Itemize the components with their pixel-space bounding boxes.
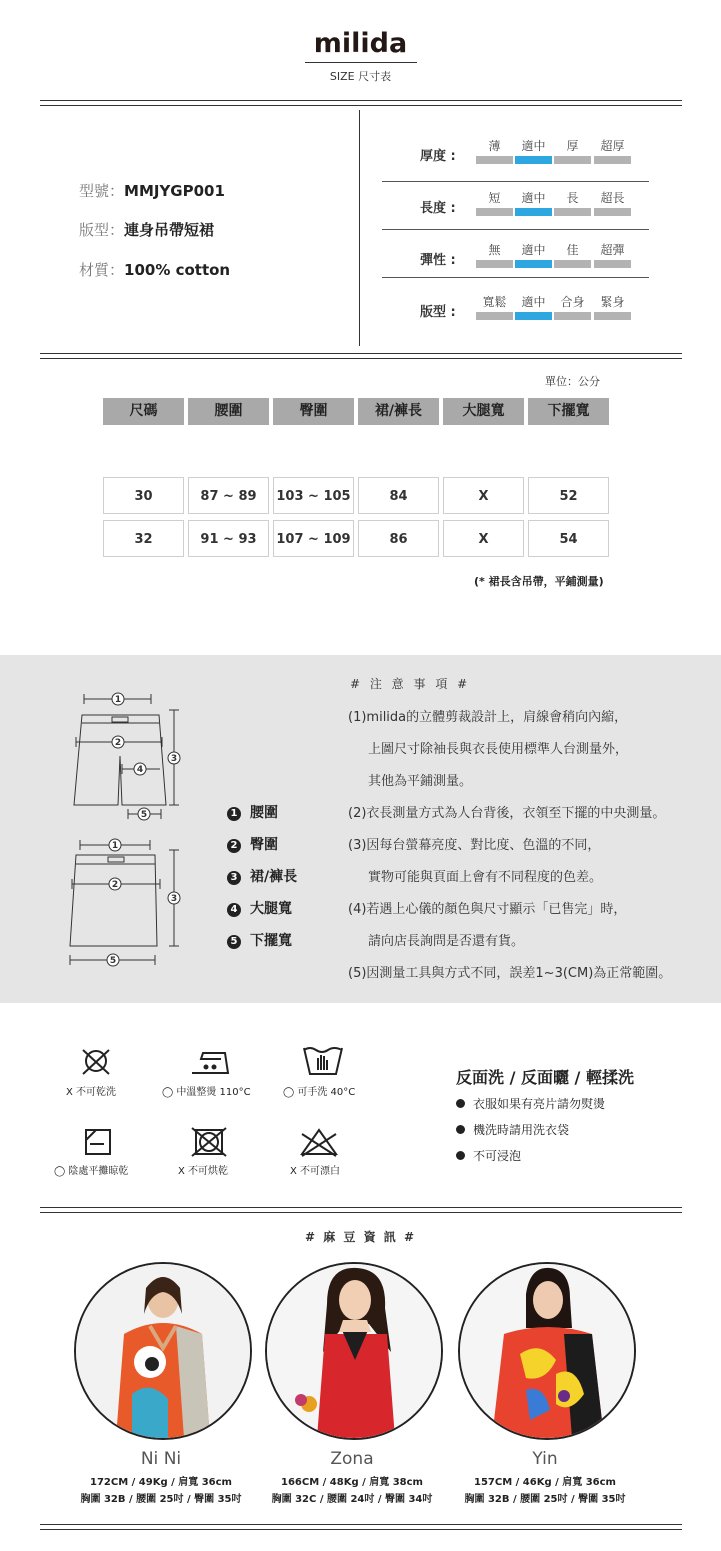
divider-models (40, 1207, 682, 1213)
rating-label-length: 長度 : (420, 201, 456, 216)
legend-item (227, 930, 292, 950)
model-measure-line1: 166CM / 48Kg / 肩寬 38cm (281, 1477, 423, 1488)
rating-option: 長 (566, 191, 579, 205)
product-style (79, 219, 214, 240)
note-line: (4)若遇上心儀的顏色與尺寸顯示「已售完」時， (348, 902, 627, 917)
divider-bottom (40, 1524, 682, 1530)
legend-number-icon: 2 (227, 839, 241, 853)
rating-bar (594, 156, 631, 164)
product-style-value: 連身吊帶短裙 (124, 221, 215, 239)
wash-item (456, 1147, 521, 1164)
divider-top (40, 100, 682, 106)
notes-title: # 注 意 事 項 # (350, 677, 471, 691)
table-cell: 107 ~ 109 (273, 520, 354, 557)
rating-option: 超厚 (600, 139, 625, 153)
note-line: (3)因每台螢幕亮度、對比度、色溫的不同， (348, 838, 601, 853)
wash-item-text: 不可浸泡 (473, 1149, 522, 1163)
table-cell: X (443, 520, 524, 557)
legend-item (227, 898, 292, 918)
legend-label: 裙/褲長 (250, 869, 298, 885)
note-line: 請向店長詢問是否還有貨。 (368, 934, 525, 949)
care-label-iron: ◯ 中溫整燙 110°C (162, 1087, 251, 1098)
model-measure-line2: 胸圍 32B / 腰圍 25吋 / 臀圍 35吋 (464, 1494, 626, 1505)
wash-title: 反面洗 / 反面曬 / 輕揉洗 (456, 1068, 634, 1087)
model-photo-zona (265, 1262, 443, 1440)
svg-text:2: 2 (114, 738, 122, 748)
svg-text:3: 3 (170, 894, 178, 904)
shorts-outline (74, 715, 166, 805)
rating-option: 薄 (488, 139, 501, 153)
model-photo-art (76, 1264, 250, 1438)
rating-bar (594, 312, 631, 320)
rating-bar (554, 208, 591, 216)
svg-text:4: 4 (136, 765, 144, 775)
table-header-cell: 尺碼 (103, 398, 184, 425)
table-cell: 52 (528, 477, 609, 514)
model-photo-nini (74, 1262, 252, 1440)
rating-option: 適中 (521, 191, 546, 205)
rating-bar (554, 156, 591, 164)
size-chart-subtitle: SIZE 尺寸表 (329, 70, 392, 83)
rating-bar (594, 208, 631, 216)
wash-item (456, 1095, 605, 1112)
bullet-icon (456, 1125, 465, 1134)
rating-bar (476, 312, 513, 320)
table-cell: 54 (528, 520, 609, 557)
rating-option: 佳 (566, 243, 579, 257)
rating-divider-2 (382, 229, 649, 230)
table-header-cell: 大腿寬 (443, 398, 524, 425)
model-name: Yin (532, 1449, 558, 1469)
rating-option: 合身 (560, 295, 585, 309)
rating-option: 無 (488, 243, 501, 257)
product-model (79, 180, 225, 201)
size-table-note: (* 裙長含吊帶，平鋪測量) (474, 575, 604, 588)
model-photo-art (267, 1264, 441, 1438)
wash-item-text: 衣服如果有亮片請勿熨燙 (473, 1097, 606, 1111)
model-photo-yin (458, 1262, 636, 1440)
legend-number-icon: 4 (227, 903, 241, 917)
rating-label-elasticity: 彈性 : (420, 253, 456, 268)
legend-item (227, 834, 278, 854)
product-material-key: 材質： (79, 261, 125, 279)
rating-option: 適中 (521, 243, 546, 257)
brand-logo: milida (313, 28, 408, 59)
dry-flat-shade-icon (84, 1128, 112, 1156)
legend-number-icon: 5 (227, 935, 241, 949)
svg-text:1: 1 (114, 695, 122, 705)
table-cell: 30 (103, 477, 184, 514)
no-tumble-dry-icon (190, 1126, 228, 1158)
legend-label: 腰圍 (250, 805, 278, 821)
table-header-cell: 下擺寬 (528, 398, 609, 425)
divider-mid (40, 353, 682, 359)
product-model-value: MMJYGP001 (124, 182, 225, 200)
product-style-key: 版型： (79, 221, 125, 239)
rating-option: 超彈 (600, 243, 625, 257)
note-line: (2)衣長測量方式為人台背後，衣領至下擺的中央測量。 (348, 806, 666, 821)
unit-label: 單位：公分 (545, 375, 600, 388)
legend-label: 臀圍 (250, 837, 278, 853)
skirt-outline (70, 855, 157, 946)
note-line: 上圖尺寸除袖長與衣長使用標準人台測量外， (368, 742, 629, 757)
rating-option: 適中 (521, 295, 546, 309)
product-model-key: 型號： (79, 182, 125, 200)
legend-number-icon: 3 (227, 871, 241, 885)
rating-bar-selected (515, 208, 552, 216)
model-name: Ni Ni (140, 1449, 182, 1469)
model-photo-art (460, 1264, 634, 1438)
legend-number-icon: 1 (227, 807, 241, 821)
rating-divider-1 (382, 181, 649, 182)
models-title: # 麻 豆 資 訊 # (305, 1230, 416, 1244)
product-material-value: 100% cotton (124, 261, 231, 279)
svg-text:2: 2 (111, 880, 119, 890)
rating-bar (476, 208, 513, 216)
table-header-cell: 裙/褲長 (358, 398, 439, 425)
iron-medium-icon (189, 1046, 231, 1078)
wash-item-text: 機洗時請用洗衣袋 (473, 1123, 570, 1137)
model-measure-line2: 胸圍 32B / 腰圍 25吋 / 臀圍 35吋 (80, 1494, 242, 1505)
svg-text:1: 1 (111, 841, 119, 851)
table-header-cell: 臀圍 (273, 398, 354, 425)
wash-item (456, 1121, 569, 1138)
table-cell: 86 (358, 520, 439, 557)
rating-divider-3 (382, 277, 649, 278)
hand-wash-icon (302, 1044, 344, 1078)
svg-text:3: 3 (170, 754, 178, 764)
legend-label: 大腿寬 (250, 901, 292, 917)
rating-bar-selected (515, 156, 552, 164)
product-material (79, 259, 230, 280)
table-cell: 32 (103, 520, 184, 557)
measurement-diagram (60, 688, 200, 973)
model-measure-line1: 157CM / 46Kg / 肩寬 36cm (474, 1477, 616, 1488)
rating-bar (476, 156, 513, 164)
svg-text:5: 5 (140, 810, 148, 820)
rating-option: 厚 (566, 139, 579, 153)
care-label-hand-wash: ◯ 可手洗 40°C (283, 1087, 356, 1098)
no-bleach-icon (298, 1126, 340, 1158)
care-label-no-bleach: X 不可漂白 (290, 1166, 341, 1177)
note-line: 其他為平鋪測量。 (368, 774, 473, 789)
rating-option: 超長 (600, 191, 625, 205)
rating-bar (554, 260, 591, 268)
model-measure-line1: 172CM / 49Kg / 肩寬 36cm (90, 1477, 232, 1488)
table-cell: 91 ~ 93 (188, 520, 269, 557)
bullet-icon (456, 1099, 465, 1108)
rating-label-thickness: 厚度 : (420, 149, 456, 164)
model-name: Zona (330, 1449, 374, 1469)
rating-option: 緊身 (600, 295, 625, 309)
note-line: (1)milida的立體剪裁設計上，肩線會稍向內縮， (348, 710, 628, 725)
table-cell: 87 ~ 89 (188, 477, 269, 514)
rating-bar (476, 260, 513, 268)
legend-label: 下擺寬 (250, 933, 292, 949)
model-measure-line2: 胸圍 32C / 腰圍 24吋 / 臀圍 34吋 (271, 1494, 433, 1505)
rating-label-fit: 版型 : (420, 305, 456, 320)
care-label-dry-flat: ◯ 陰處平攤晾乾 (54, 1166, 129, 1177)
table-cell: X (443, 477, 524, 514)
rating-bar-selected (515, 312, 552, 320)
rating-option: 適中 (521, 139, 546, 153)
bullet-icon (456, 1151, 465, 1160)
no-dry-clean-icon (78, 1046, 114, 1078)
rating-bar (554, 312, 591, 320)
legend-item (227, 866, 297, 886)
note-line: (5)因測量工具與方式不同，誤差1~3(CM)為正常範圍。 (348, 966, 672, 981)
care-label-no-tumble: X 不可烘乾 (178, 1166, 229, 1177)
rating-bar (594, 260, 631, 268)
care-label-no-dry-clean: X 不可乾洗 (66, 1087, 117, 1098)
legend-item (227, 802, 278, 822)
rating-option: 寬鬆 (482, 295, 507, 309)
rating-bar-selected (515, 260, 552, 268)
table-header-cell: 腰圍 (188, 398, 269, 425)
rating-option: 短 (488, 191, 501, 205)
table-cell: 84 (358, 477, 439, 514)
table-cell: 103 ~ 105 (273, 477, 354, 514)
note-line: 實物可能與頁面上會有不同程度的色差。 (368, 870, 603, 885)
brand-underline (305, 62, 417, 63)
info-vertical-divider (359, 110, 360, 346)
svg-text:5: 5 (109, 956, 117, 966)
